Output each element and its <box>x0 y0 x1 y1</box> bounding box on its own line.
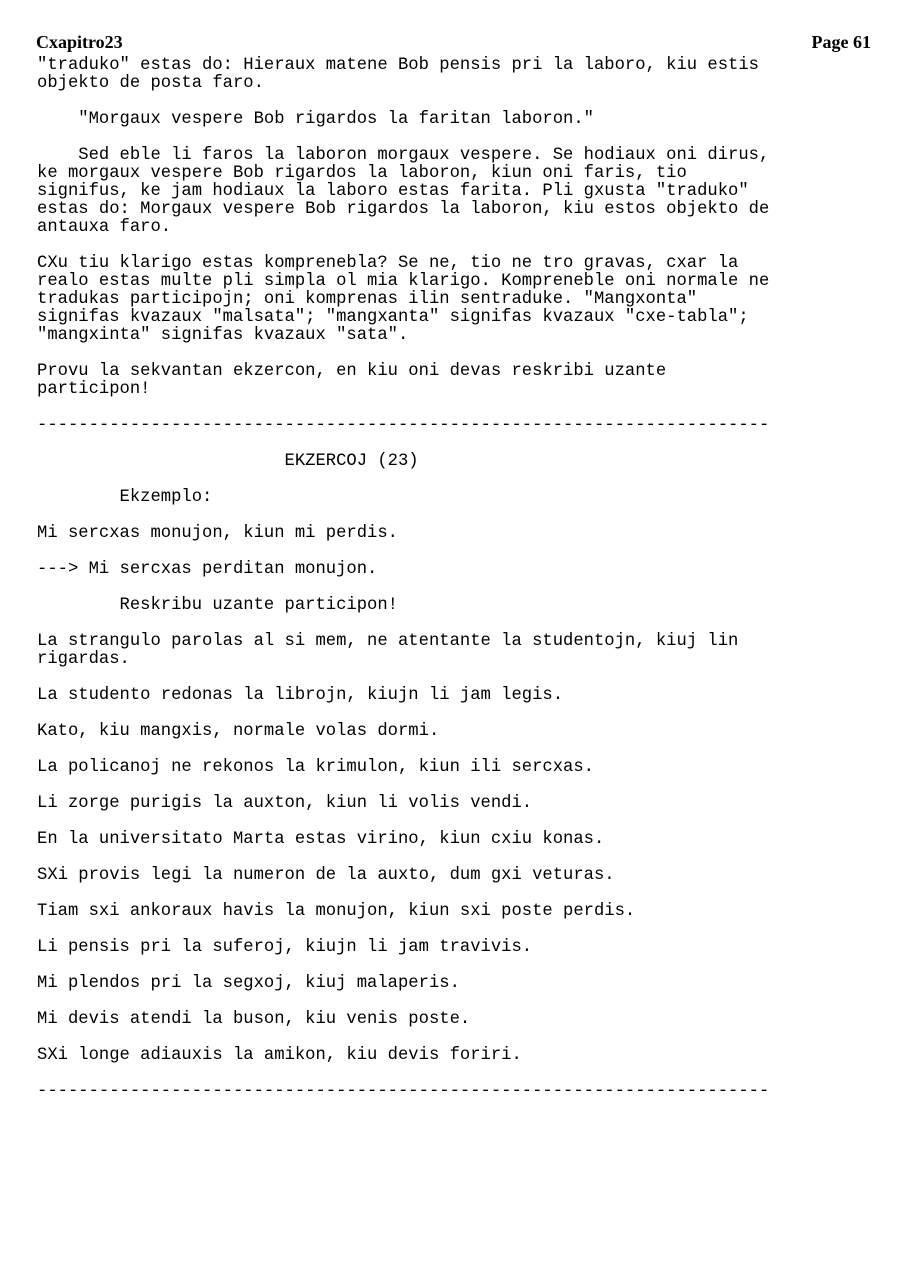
text-line: En la universitato Marta estas virino, kiun cxiu konas. <box>37 830 605 849</box>
blank-line <box>37 345 887 363</box>
blank-line <box>37 129 887 147</box>
text-line: CXu tiu klarigo estas komprenebla? Se ne, tio ne tro gravas, cxar la <box>37 254 739 273</box>
text-line: ---> Mi sercxas perditan monujon. <box>37 560 378 579</box>
blank-line <box>37 1065 887 1083</box>
text-line: SXi provis legi la numeron de la auxto, dum gxi veturas. <box>37 866 615 885</box>
blank-line <box>37 849 887 867</box>
text-line: SXi longe adiauxis la amikon, kiu devis foriri. <box>37 1046 522 1065</box>
text-line: Tiam sxi ankoraux havis la monujon, kiun sxi poste perdis. <box>37 902 636 921</box>
text-line: estas do: Morgaux vespere Bob rigardos la laboron, kiu estos objekto de <box>37 200 770 219</box>
blank-line <box>37 705 887 723</box>
blank-line <box>37 741 887 759</box>
text-line: tradukas participojn; oni komprenas ilin sentraduke. "Mangxonta" <box>37 290 698 309</box>
text-line: "Morgaux vespere Bob rigardos la faritan laboron." <box>37 110 594 129</box>
blank-line <box>37 93 887 111</box>
text-line: antauxa faro. <box>37 218 172 237</box>
text-line: Reskribu uzante participon! <box>37 596 398 615</box>
blank-line <box>37 1029 887 1047</box>
text-line: "mangxinta" signifas kvazaux "sata". <box>37 326 409 345</box>
text-line: participon! <box>37 380 151 399</box>
text-line: signifas kvazaux "malsata"; "mangxanta" signifas kvazaux "cxe-tabla"; <box>37 308 749 327</box>
page-header <box>36 31 871 53</box>
blank-line <box>37 921 887 939</box>
blank-line <box>37 885 887 903</box>
blank-line <box>37 399 887 417</box>
text-line: Mi devis atendi la buson, kiu venis poste. <box>37 1010 471 1029</box>
document-body <box>37 57 887 1101</box>
text-line: La studento redonas la librojn, kiujn li jam legis. <box>37 686 564 705</box>
blank-line <box>37 435 887 453</box>
blank-line <box>37 669 887 687</box>
separator-line: ----------------------------------------------------------------------- <box>37 1082 770 1101</box>
blank-line <box>37 543 887 561</box>
blank-line <box>37 507 887 525</box>
text-line: La strangulo parolas al si mem, ne atentante la studentojn, kiuj lin <box>37 632 739 651</box>
text-line: Mi plendos pri la segxoj, kiuj malaperis. <box>37 974 460 993</box>
text-line: La policanoj ne rekonos la krimulon, kiun ili sercxas. <box>37 758 594 777</box>
text-line: Mi sercxas monujon, kiun mi perdis. <box>37 524 398 543</box>
separator-line: ----------------------------------------------------------------------- <box>37 416 770 435</box>
text-line: Li pensis pri la suferoj, kiujn li jam travivis. <box>37 938 533 957</box>
blank-line <box>37 777 887 795</box>
text-line: EKZERCOJ (23) <box>37 452 419 471</box>
page-number: Page 61 <box>811 32 871 52</box>
blank-line <box>37 813 887 831</box>
text-line: objekto de posta faro. <box>37 74 264 93</box>
blank-line <box>37 957 887 975</box>
blank-line <box>37 471 887 489</box>
text-line: signifus, ke jam hodiaux la laboro estas farita. Pli gxusta "traduko" <box>37 182 749 201</box>
text-line: "traduko" estas do: Hieraux matene Bob pensis pri la laboro, kiu estis <box>37 56 759 75</box>
text-line: Kato, kiu mangxis, normale volas dormi. <box>37 722 440 741</box>
text-line: rigardas. <box>37 650 130 669</box>
text-line: Ekzemplo: <box>37 488 213 507</box>
blank-line <box>37 993 887 1011</box>
blank-line <box>37 237 887 255</box>
text-line: ke morgaux vespere Bob rigardos la laboron, kiun oni faris, tio <box>37 164 687 183</box>
text-line: Li zorge purigis la auxton, kiun li volis vendi. <box>37 794 533 813</box>
text-line: realo estas multe pli simpla ol mia klarigo. Kompreneble oni normale ne <box>37 272 770 291</box>
chapter-title: Cxapitro23 <box>36 32 123 52</box>
blank-line <box>37 615 887 633</box>
blank-line <box>37 579 887 597</box>
text-line: Provu la sekvantan ekzercon, en kiu oni devas reskribi uzante <box>37 362 667 381</box>
text-line: Sed eble li faros la laboron morgaux vespere. Se hodiaux oni dirus, <box>37 146 770 165</box>
